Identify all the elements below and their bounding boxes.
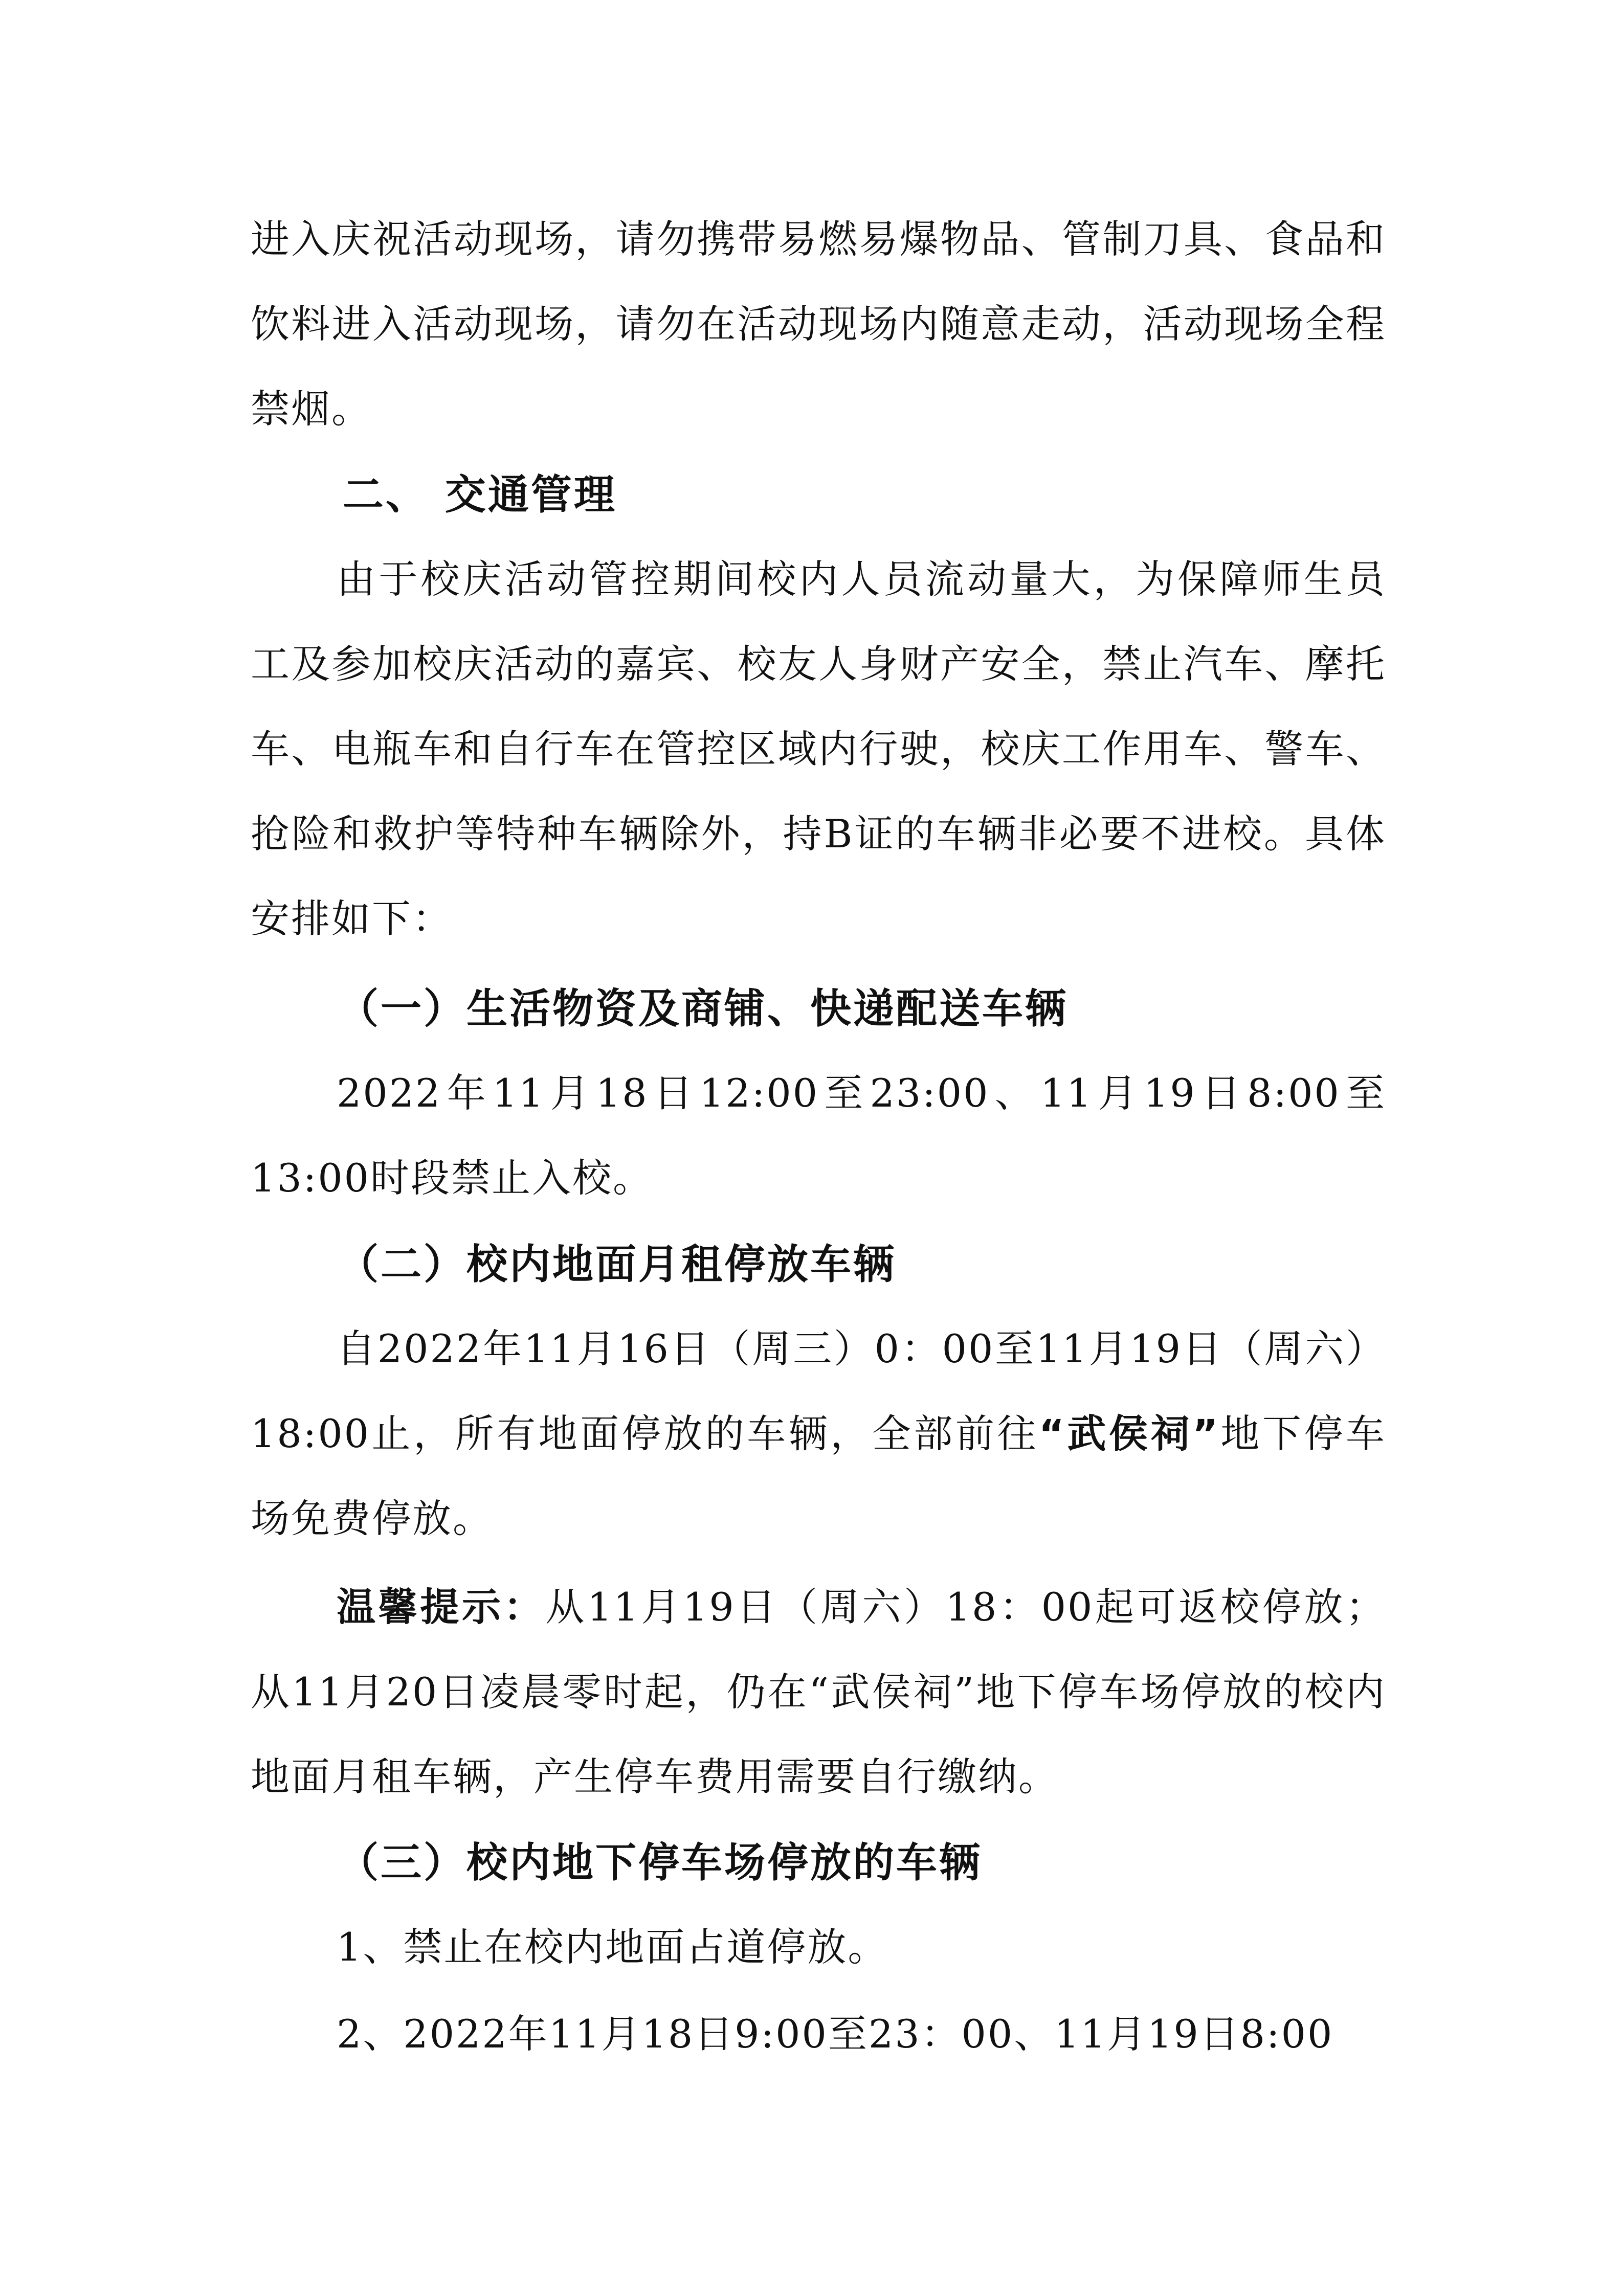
wuhouci-emphasis: “武侯祠”	[1038, 1411, 1219, 1456]
paragraph-traffic-intro: 由于校庆活动管控期间校内人员流动量大，为保障师生员工及参加校庆活动的嘉宾、校友人身财产安全，禁止汽车、摩托车、电瓶车和自行车在管控区域内行驶，校庆工作用车、警车、抢险和救护等特种车辆除外，持B证的车辆非必要不进校。具体安排如下：	[251, 556, 1386, 941]
section-heading-traffic: 二、 交通管理	[343, 471, 617, 519]
paragraph-delivery-vehicles: 2022年11月18日12:00至23:00、11月19日8:00至13:00时段禁止入校。	[251, 1070, 1386, 1201]
monthly-parking-text-suffix: 地下停车场免费停放。	[251, 1411, 1386, 1541]
paragraph-crowd-rules: 进入庆祝活动现场，请勿携带易燃易爆物品、管制刀具、食品和饮料进入活动现场，请勿在活动现场内随意走动，活动现场全程禁烟。	[251, 216, 1386, 432]
subsection-heading-underground-parking: （三）校内地下停车场停放的车辆	[338, 1839, 982, 1886]
monthly-parking-text-prefix: 自2022年11月16日（周三）0：00至11月19日（周六）18:00止，所有地面停放的车辆，全部前往	[251, 1326, 1386, 1456]
list-item-underground-2: 2、2022年11月18日9:00至23：00、11月19日8:00	[337, 2011, 1334, 2057]
paragraph-monthly-parking	[251, 1307, 1386, 1561]
paragraph-warm-tip	[251, 1565, 1386, 1819]
warm-tip-text: 从11月19日（周六）18：00起可返校停放；从11月20日凌晨零时起，仍在“武侯祠”地下停车场停放的校内地面月租车辆，产生停车费用需要自行缴纳。	[251, 1584, 1387, 1799]
warm-tip-label: 温馨提示：	[337, 1584, 546, 1630]
subsection-heading-monthly-parking: （二）校内地面月租停放车辆	[338, 1241, 896, 1288]
subsection-heading-delivery-vehicles: （一）生活物资及商铺、快递配送车辆	[338, 985, 1068, 1032]
list-item-underground-1: 1、禁止在校内地面占道停放。	[337, 1924, 888, 1970]
